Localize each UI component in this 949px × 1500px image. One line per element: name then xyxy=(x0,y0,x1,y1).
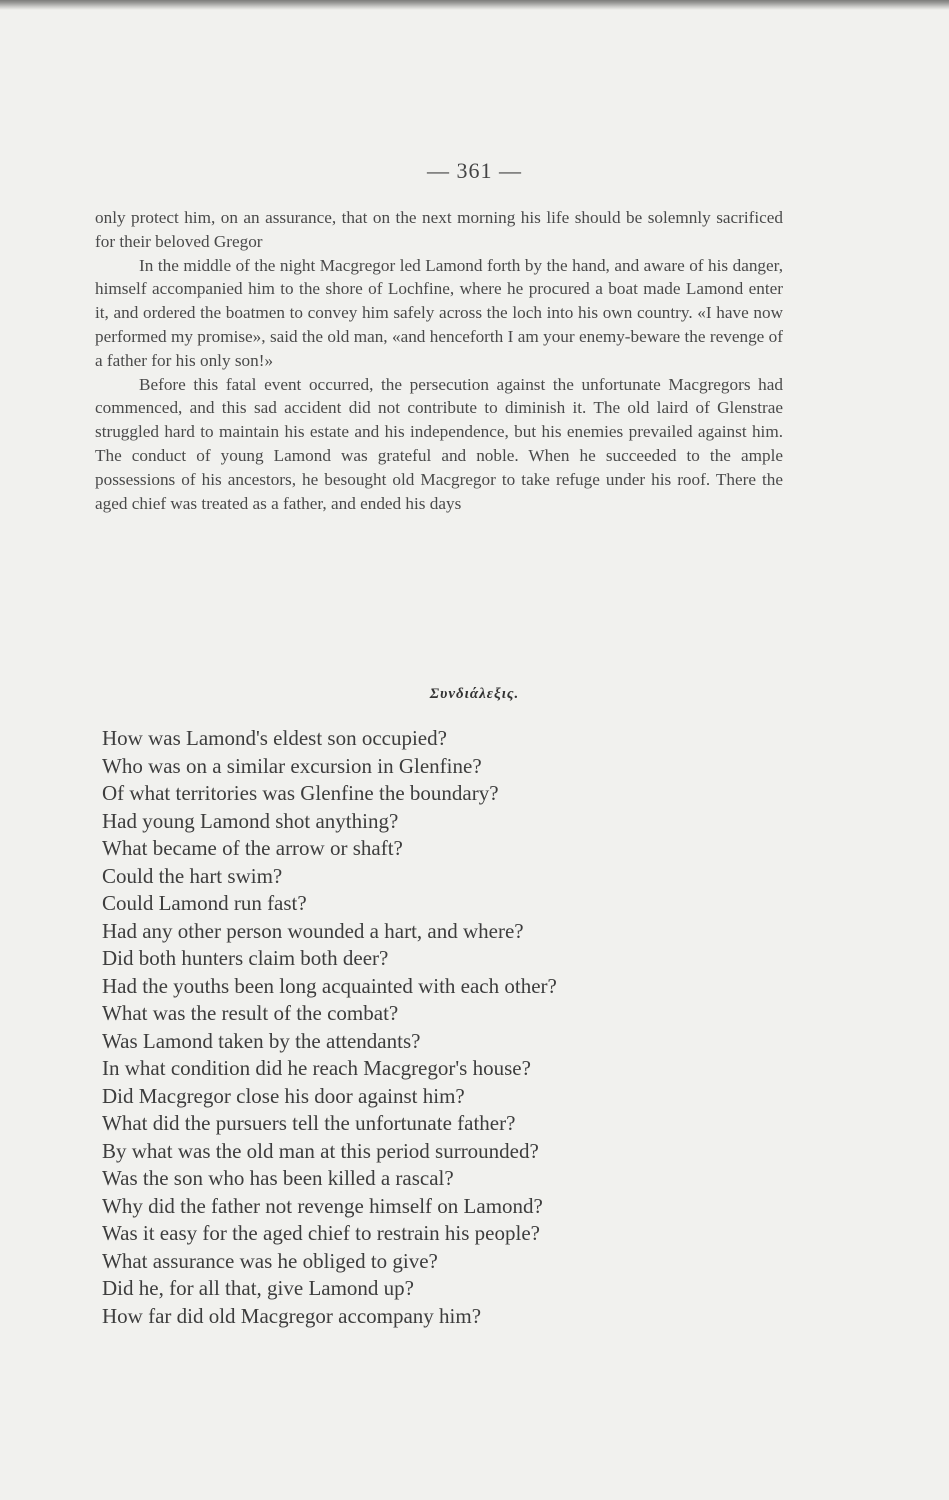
question-item: Had any other person wounded a hart, and where? xyxy=(102,918,524,943)
question-item: By what was the old man at this period surrounded? xyxy=(102,1138,539,1163)
question-item: Did Macgregor close his door against him? xyxy=(102,1083,465,1108)
paragraph-persecution: Before this fatal event occurred, the persecution against the unfortunate Macgregors had commenced, and this sad accident did not contribute to diminish it. The old laird of Glenstrae struggled hard to maintain his estate and his independence, but his enemies prevailed against him. The conduct of young Lamond was grateful and noble. When he succeeded to the ample possessions of his ancestors, he besought old Macgregor to take refuge under his roof. There the aged chief was treated as a father, and ended his days xyxy=(95,374,783,513)
paragraph-night-escape: In the middle of the night Macgregor led Lamond forth by the hand, and aware of his danger, himself accompanied him to the shore of Lochfine, where he procured a boat made Lamond enter it, and ordered the boatmen to convey him safely across the loch into his own country. «I have now performed my promise», said the old man, «and henceforth I am your enemy-beware the revenge of a father for his only son!» xyxy=(95,255,783,370)
question-item: Of what territories was Glenfine the boundary? xyxy=(102,781,499,805)
question-item: In what condition did he reach Macgregor's house? xyxy=(102,1056,531,1080)
question-item: How was Lamond's eldest son occupied? xyxy=(102,726,447,750)
question-item: What did the pursuers tell the unfortunate father? xyxy=(102,1111,516,1135)
question-item: What was the result of the combat? xyxy=(102,1001,399,1025)
question-item: Why did the father not revenge himself on Lamond? xyxy=(102,1193,543,1218)
question-item: What became of the arrow or shaft? xyxy=(102,836,403,860)
page-top-edge xyxy=(0,0,949,10)
question-item: Could Lamond run fast? xyxy=(102,891,307,915)
question-item: Was it easy for the aged chief to restrain his people? xyxy=(102,1221,540,1245)
page-number: — 361 — xyxy=(427,158,522,183)
question-item: What assurance was he obliged to give? xyxy=(102,1248,438,1273)
question-item: Was Lamond taken by the attendants? xyxy=(102,1028,421,1053)
section-heading: Συνδιάλεξις. xyxy=(429,686,520,702)
question-item: Could the hart swim? xyxy=(102,863,283,888)
prose-body xyxy=(95,206,783,515)
question-item: Had the youths been long acquainted with each other? xyxy=(102,973,557,998)
question-item: How far did old Macgregor accompany him? xyxy=(102,1303,482,1328)
question-item: Was the son who has been killed a rascal? xyxy=(102,1166,454,1190)
question-item: Did both hunters claim both deer? xyxy=(102,946,389,970)
question-item: Had young Lamond shot anything? xyxy=(102,808,399,833)
paragraph-continuation: only protect him, on an assurance, that on the next morning his life should be solemnly sacrificed for their beloved Gregor xyxy=(95,208,783,251)
question-item: Did he, for all that, give Lamond up? xyxy=(102,1276,414,1300)
question-list xyxy=(102,725,802,1330)
question-item: Who was on a similar excursion in Glenfine? xyxy=(102,753,482,778)
